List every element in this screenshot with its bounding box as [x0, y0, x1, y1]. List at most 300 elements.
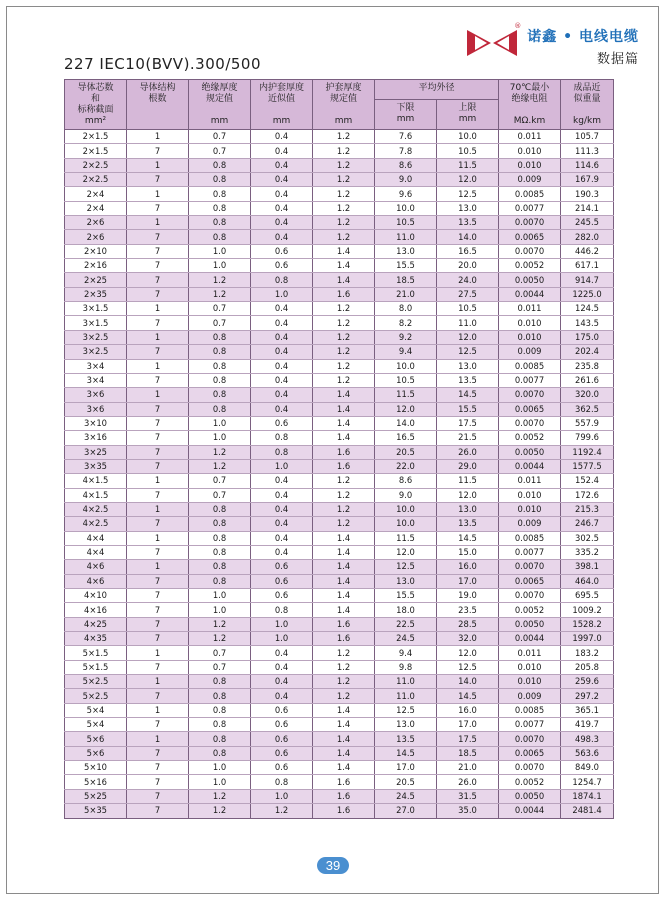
cell-size: 5×10 — [65, 761, 127, 775]
header-sheath-thickness: 护套厚度 规定值 mm — [313, 80, 375, 130]
cell-od-lower: 13.5 — [375, 732, 437, 746]
page-title: 227 IEC10(BVV).300/500 — [64, 55, 261, 73]
cell-od-lower: 11.0 — [375, 675, 437, 689]
cell-inner-sheath: 0.4 — [251, 187, 313, 201]
cell-insulation: 0.8 — [189, 216, 251, 230]
cell-od-lower: 18.0 — [375, 603, 437, 617]
cell-od-upper: 11.5 — [437, 474, 499, 488]
cell-inner-sheath: 0.4 — [251, 689, 313, 703]
cell-inner-sheath: 0.4 — [251, 660, 313, 674]
cell-size: 2×2.5 — [65, 158, 127, 172]
cell-insulation: 0.8 — [189, 718, 251, 732]
cell-sheath: 1.2 — [313, 474, 375, 488]
registered-mark: ® — [514, 22, 522, 30]
cell-sheath: 1.6 — [313, 804, 375, 818]
cell-weight: 419.7 — [561, 718, 614, 732]
cell-od-upper: 14.5 — [437, 388, 499, 402]
cell-sheath: 1.6 — [313, 789, 375, 803]
cell-od-lower: 10.0 — [375, 201, 437, 215]
cell-sheath: 1.2 — [313, 345, 375, 359]
cell-od-lower: 13.0 — [375, 244, 437, 258]
cell-insulation: 1.2 — [189, 273, 251, 287]
cell-sheath: 1.6 — [313, 617, 375, 631]
cell-inner-sheath: 1.0 — [251, 789, 313, 803]
table-row — [65, 574, 614, 588]
cell-strands: 1 — [127, 675, 189, 689]
cell-inner-sheath: 0.4 — [251, 545, 313, 559]
table-row — [65, 230, 614, 244]
cell-insulation: 1.2 — [189, 804, 251, 818]
table-row — [65, 431, 614, 445]
cell-weight: 2481.4 — [561, 804, 614, 818]
cell-weight: 320.0 — [561, 388, 614, 402]
cell-strands: 7 — [127, 517, 189, 531]
cell-inner-sheath: 0.6 — [251, 761, 313, 775]
cell-resistance: 0.0050 — [499, 273, 561, 287]
cell-size: 4×1.5 — [65, 474, 127, 488]
cell-resistance: 0.010 — [499, 488, 561, 502]
cell-od-upper: 10.5 — [437, 144, 499, 158]
header-inner-sheath-thickness: 内护套厚度 近似值 mm — [251, 80, 313, 130]
cell-weight: 849.0 — [561, 761, 614, 775]
cell-inner-sheath: 0.6 — [251, 560, 313, 574]
cell-od-upper: 14.5 — [437, 531, 499, 545]
page-number: 39 — [317, 857, 349, 874]
table-row — [65, 732, 614, 746]
cell-od-lower: 9.4 — [375, 345, 437, 359]
cell-strands: 7 — [127, 316, 189, 330]
cell-sheath: 1.4 — [313, 746, 375, 760]
cell-sheath: 1.6 — [313, 287, 375, 301]
cell-weight: 557.9 — [561, 416, 614, 430]
cell-strands: 7 — [127, 173, 189, 187]
table-row — [65, 632, 614, 646]
cell-resistance: 0.010 — [499, 660, 561, 674]
cell-od-upper: 20.0 — [437, 259, 499, 273]
table-row — [65, 488, 614, 502]
cell-inner-sheath: 0.6 — [251, 589, 313, 603]
cell-sheath: 1.4 — [313, 402, 375, 416]
cell-sheath: 1.2 — [313, 675, 375, 689]
cell-size: 3×2.5 — [65, 330, 127, 344]
cell-inner-sheath: 0.6 — [251, 244, 313, 258]
bowtie-logo-icon — [465, 28, 519, 58]
cell-insulation: 1.0 — [189, 431, 251, 445]
cell-insulation: 1.0 — [189, 775, 251, 789]
cell-size: 4×2.5 — [65, 502, 127, 516]
cell-inner-sheath: 0.4 — [251, 675, 313, 689]
table-row — [65, 416, 614, 430]
cell-resistance: 0.011 — [499, 646, 561, 660]
cell-od-upper: 18.5 — [437, 746, 499, 760]
cell-strands: 7 — [127, 789, 189, 803]
cell-od-lower: 10.0 — [375, 517, 437, 531]
cell-inner-sheath: 0.6 — [251, 746, 313, 760]
cell-inner-sheath: 0.8 — [251, 445, 313, 459]
cell-od-lower: 10.0 — [375, 502, 437, 516]
cell-od-upper: 14.0 — [437, 675, 499, 689]
cell-od-lower: 9.0 — [375, 173, 437, 187]
cell-insulation: 0.8 — [189, 531, 251, 545]
cell-od-lower: 9.4 — [375, 646, 437, 660]
cell-resistance: 0.0070 — [499, 560, 561, 574]
cell-size: 4×35 — [65, 632, 127, 646]
brand-section: 数据篇 — [596, 52, 639, 67]
cell-inner-sheath: 0.4 — [251, 502, 313, 516]
cell-weight: 124.5 — [561, 302, 614, 316]
cell-strands: 7 — [127, 746, 189, 760]
cell-insulation: 1.2 — [189, 445, 251, 459]
cell-strands: 7 — [127, 259, 189, 273]
cell-sheath: 1.4 — [313, 732, 375, 746]
cell-od-lower: 8.0 — [375, 302, 437, 316]
cell-od-lower: 9.8 — [375, 660, 437, 674]
cell-strands: 7 — [127, 617, 189, 631]
cell-resistance: 0.0070 — [499, 244, 561, 258]
cell-insulation: 1.2 — [189, 617, 251, 631]
cell-weight: 799.6 — [561, 431, 614, 445]
cell-size: 2×1.5 — [65, 130, 127, 144]
table-row — [65, 517, 614, 531]
cell-size: 2×6 — [65, 230, 127, 244]
cell-insulation: 0.8 — [189, 402, 251, 416]
cell-resistance: 0.0077 — [499, 201, 561, 215]
cell-od-upper: 13.0 — [437, 502, 499, 516]
cell-size: 5×4 — [65, 703, 127, 717]
cell-weight: 167.9 — [561, 173, 614, 187]
cell-od-lower: 14.5 — [375, 746, 437, 760]
cell-weight: 214.1 — [561, 201, 614, 215]
cell-insulation: 0.7 — [189, 488, 251, 502]
table-row — [65, 259, 614, 273]
cell-inner-sheath: 1.0 — [251, 459, 313, 473]
cell-strands: 7 — [127, 345, 189, 359]
cell-od-upper: 26.0 — [437, 775, 499, 789]
cell-weight: 446.2 — [561, 244, 614, 258]
cell-strands: 7 — [127, 201, 189, 215]
cell-inner-sheath: 0.8 — [251, 603, 313, 617]
cell-insulation: 0.7 — [189, 302, 251, 316]
cell-insulation: 0.8 — [189, 330, 251, 344]
cell-strands: 7 — [127, 402, 189, 416]
table-row — [65, 302, 614, 316]
cell-size: 2×16 — [65, 259, 127, 273]
cell-weight: 1997.0 — [561, 632, 614, 646]
table-row — [65, 173, 614, 187]
cell-sheath: 1.6 — [313, 459, 375, 473]
cell-sheath: 1.4 — [313, 273, 375, 287]
cell-strands: 1 — [127, 187, 189, 201]
cell-resistance: 0.0050 — [499, 789, 561, 803]
cell-resistance: 0.0052 — [499, 259, 561, 273]
cell-inner-sheath: 0.4 — [251, 130, 313, 144]
table-row — [65, 273, 614, 287]
table-row — [65, 244, 614, 258]
cell-inner-sheath: 0.4 — [251, 646, 313, 660]
cell-weight: 246.7 — [561, 517, 614, 531]
cell-od-upper: 12.0 — [437, 646, 499, 660]
cell-od-upper: 13.0 — [437, 201, 499, 215]
cell-strands: 1 — [127, 302, 189, 316]
cell-inner-sheath: 0.8 — [251, 775, 313, 789]
cell-size: 2×10 — [65, 244, 127, 258]
cell-weight: 152.4 — [561, 474, 614, 488]
cell-insulation: 0.8 — [189, 359, 251, 373]
cell-strands: 7 — [127, 689, 189, 703]
cell-size: 3×6 — [65, 402, 127, 416]
cell-sheath: 1.2 — [313, 230, 375, 244]
cell-od-upper: 17.0 — [437, 718, 499, 732]
cell-strands: 7 — [127, 574, 189, 588]
cell-weight: 259.6 — [561, 675, 614, 689]
table-row — [65, 474, 614, 488]
cell-strands: 7 — [127, 230, 189, 244]
cell-resistance: 0.0065 — [499, 230, 561, 244]
table-row — [65, 445, 614, 459]
cell-size: 4×10 — [65, 589, 127, 603]
cell-resistance: 0.010 — [499, 330, 561, 344]
cell-strands: 7 — [127, 660, 189, 674]
cell-resistance: 0.009 — [499, 345, 561, 359]
cell-inner-sheath: 0.6 — [251, 732, 313, 746]
cell-size: 3×1.5 — [65, 302, 127, 316]
cell-insulation: 0.7 — [189, 646, 251, 660]
cell-resistance: 0.0070 — [499, 732, 561, 746]
cell-inner-sheath: 0.6 — [251, 574, 313, 588]
cell-weight: 498.3 — [561, 732, 614, 746]
table-row — [65, 789, 614, 803]
cell-od-upper: 12.5 — [437, 187, 499, 201]
cell-resistance: 0.0085 — [499, 359, 561, 373]
cell-od-lower: 20.5 — [375, 775, 437, 789]
cell-sheath: 1.2 — [313, 359, 375, 373]
cell-inner-sheath: 0.4 — [251, 488, 313, 502]
cell-insulation: 0.8 — [189, 517, 251, 531]
cell-od-lower: 22.5 — [375, 617, 437, 631]
cell-od-upper: 12.5 — [437, 660, 499, 674]
cell-inner-sheath: 0.4 — [251, 330, 313, 344]
cell-strands: 7 — [127, 416, 189, 430]
cell-size: 4×4 — [65, 531, 127, 545]
cell-resistance: 0.009 — [499, 689, 561, 703]
cell-strands: 7 — [127, 244, 189, 258]
cell-weight: 143.5 — [561, 316, 614, 330]
cell-insulation: 0.8 — [189, 574, 251, 588]
cell-sheath: 1.2 — [313, 330, 375, 344]
cell-insulation: 0.8 — [189, 545, 251, 559]
cell-strands: 1 — [127, 646, 189, 660]
table-row — [65, 617, 614, 631]
cell-resistance: 0.0052 — [499, 603, 561, 617]
cell-sheath: 1.2 — [313, 646, 375, 660]
cell-od-upper: 13.0 — [437, 359, 499, 373]
cell-insulation: 0.8 — [189, 187, 251, 201]
table-row — [65, 718, 614, 732]
header-insulation-resistance: 70℃最小 绝缘电阻 MΩ.km — [499, 80, 561, 130]
table-row — [65, 502, 614, 516]
cell-od-upper: 16.0 — [437, 703, 499, 717]
table-row — [65, 746, 614, 760]
cell-od-upper: 24.0 — [437, 273, 499, 287]
cell-size: 2×6 — [65, 216, 127, 230]
cell-resistance: 0.0052 — [499, 775, 561, 789]
table-row — [65, 187, 614, 201]
cell-weight: 235.8 — [561, 359, 614, 373]
cell-od-upper: 10.0 — [437, 130, 499, 144]
cell-sheath: 1.2 — [313, 502, 375, 516]
cell-size: 5×1.5 — [65, 660, 127, 674]
cell-od-lower: 17.0 — [375, 761, 437, 775]
table-row — [65, 144, 614, 158]
cell-od-lower: 7.8 — [375, 144, 437, 158]
cell-weight: 335.2 — [561, 545, 614, 559]
cell-od-upper: 31.5 — [437, 789, 499, 803]
cell-od-upper: 13.5 — [437, 216, 499, 230]
cell-weight: 205.8 — [561, 660, 614, 674]
cell-resistance: 0.010 — [499, 144, 561, 158]
cell-resistance: 0.0077 — [499, 718, 561, 732]
cell-resistance: 0.0044 — [499, 287, 561, 301]
cell-od-lower: 24.5 — [375, 632, 437, 646]
cell-size: 4×25 — [65, 617, 127, 631]
cell-inner-sheath: 0.8 — [251, 431, 313, 445]
table-row — [65, 459, 614, 473]
cell-od-lower: 12.5 — [375, 560, 437, 574]
cell-weight: 297.2 — [561, 689, 614, 703]
cell-od-lower: 15.5 — [375, 589, 437, 603]
cell-insulation: 0.7 — [189, 316, 251, 330]
cell-size: 3×35 — [65, 459, 127, 473]
cell-resistance: 0.0070 — [499, 589, 561, 603]
cell-od-upper: 26.0 — [437, 445, 499, 459]
cell-resistance: 0.010 — [499, 316, 561, 330]
cell-resistance: 0.010 — [499, 502, 561, 516]
cell-sheath: 1.4 — [313, 244, 375, 258]
cell-insulation: 1.2 — [189, 789, 251, 803]
cell-resistance: 0.0065 — [499, 574, 561, 588]
header-strand-count: 导体结构 根数 — [127, 80, 189, 130]
cell-strands: 7 — [127, 718, 189, 732]
table-row — [65, 373, 614, 387]
cell-resistance: 0.0044 — [499, 632, 561, 646]
cell-od-lower: 16.5 — [375, 431, 437, 445]
cell-size: 4×16 — [65, 603, 127, 617]
cell-od-upper: 17.0 — [437, 574, 499, 588]
cell-od-upper: 21.5 — [437, 431, 499, 445]
table-row — [65, 345, 614, 359]
cell-od-upper: 16.5 — [437, 244, 499, 258]
cell-weight: 202.4 — [561, 345, 614, 359]
table-row — [65, 775, 614, 789]
cell-od-lower: 11.0 — [375, 230, 437, 244]
cell-resistance: 0.010 — [499, 675, 561, 689]
cell-strands: 7 — [127, 632, 189, 646]
cell-od-upper: 29.0 — [437, 459, 499, 473]
cell-insulation: 0.8 — [189, 746, 251, 760]
table-row — [65, 531, 614, 545]
cell-insulation: 0.8 — [189, 158, 251, 172]
table-row — [65, 158, 614, 172]
cell-weight: 111.3 — [561, 144, 614, 158]
cell-od-upper: 14.0 — [437, 230, 499, 244]
cell-sheath: 1.4 — [313, 589, 375, 603]
cell-strands: 7 — [127, 459, 189, 473]
cell-sheath: 1.6 — [313, 445, 375, 459]
cell-insulation: 0.8 — [189, 173, 251, 187]
cell-od-lower: 27.0 — [375, 804, 437, 818]
cell-resistance: 0.011 — [499, 302, 561, 316]
cell-resistance: 0.0050 — [499, 445, 561, 459]
cell-inner-sheath: 1.0 — [251, 617, 313, 631]
cell-insulation: 0.8 — [189, 732, 251, 746]
cell-resistance: 0.0085 — [499, 703, 561, 717]
cell-strands: 1 — [127, 703, 189, 717]
cell-od-lower: 9.2 — [375, 330, 437, 344]
header-approx-weight: 成品近 似重量 kg/km — [561, 80, 614, 130]
cell-od-upper: 12.0 — [437, 173, 499, 187]
cell-inner-sheath: 0.8 — [251, 273, 313, 287]
cell-weight: 114.6 — [561, 158, 614, 172]
header-average-od: 平均外径 — [375, 80, 499, 100]
table-row — [65, 545, 614, 559]
cell-insulation: 0.8 — [189, 373, 251, 387]
cell-inner-sheath: 0.4 — [251, 474, 313, 488]
cell-strands: 1 — [127, 388, 189, 402]
table-row — [65, 646, 614, 660]
cell-size: 3×16 — [65, 431, 127, 445]
cell-size: 5×1.5 — [65, 646, 127, 660]
cell-resistance: 0.0065 — [499, 402, 561, 416]
cell-inner-sheath: 0.6 — [251, 703, 313, 717]
cell-sheath: 1.4 — [313, 531, 375, 545]
cell-strands: 1 — [127, 502, 189, 516]
cell-sheath: 1.4 — [313, 560, 375, 574]
cell-weight: 1874.1 — [561, 789, 614, 803]
cell-od-lower: 13.0 — [375, 574, 437, 588]
cell-od-upper: 10.5 — [437, 302, 499, 316]
cell-od-upper: 23.5 — [437, 603, 499, 617]
cell-insulation: 0.8 — [189, 703, 251, 717]
cell-inner-sheath: 0.4 — [251, 201, 313, 215]
cell-size: 3×2.5 — [65, 345, 127, 359]
cell-strands: 7 — [127, 804, 189, 818]
cell-sheath: 1.4 — [313, 431, 375, 445]
cell-size: 3×4 — [65, 373, 127, 387]
cell-sheath: 1.6 — [313, 632, 375, 646]
cell-weight: 302.5 — [561, 531, 614, 545]
cell-od-lower: 18.5 — [375, 273, 437, 287]
cell-insulation: 0.8 — [189, 201, 251, 215]
cell-weight: 617.1 — [561, 259, 614, 273]
cell-weight: 914.7 — [561, 273, 614, 287]
cell-sheath: 1.4 — [313, 703, 375, 717]
cell-inner-sheath: 0.4 — [251, 517, 313, 531]
cell-od-upper: 12.5 — [437, 345, 499, 359]
cell-sheath: 1.6 — [313, 775, 375, 789]
cell-size: 3×1.5 — [65, 316, 127, 330]
cell-size: 5×25 — [65, 789, 127, 803]
cell-strands: 1 — [127, 330, 189, 344]
cell-insulation: 1.2 — [189, 459, 251, 473]
cell-weight: 105.7 — [561, 130, 614, 144]
cell-od-upper: 35.0 — [437, 804, 499, 818]
cell-od-upper: 15.0 — [437, 545, 499, 559]
cell-od-upper: 28.5 — [437, 617, 499, 631]
cell-insulation: 1.0 — [189, 244, 251, 258]
cell-strands: 1 — [127, 560, 189, 574]
cell-insulation: 1.0 — [189, 603, 251, 617]
cell-sheath: 1.2 — [313, 201, 375, 215]
